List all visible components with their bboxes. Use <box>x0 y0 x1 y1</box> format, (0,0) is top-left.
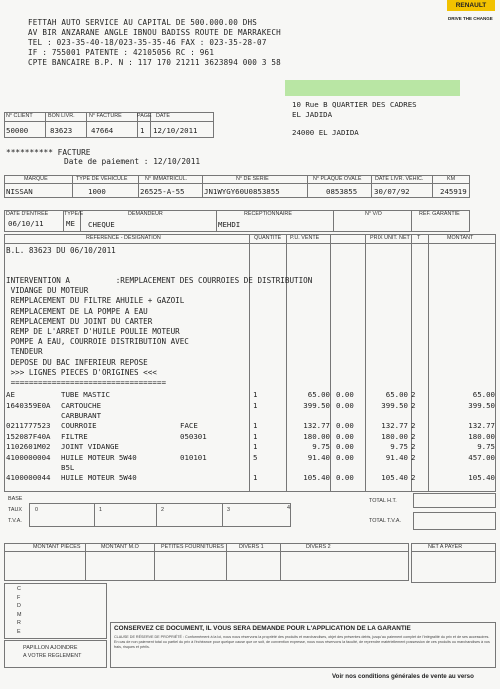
item-t: 2 <box>411 431 416 441</box>
item-t: 2 <box>411 442 416 452</box>
company-line: TEL : 023-35-40-18/023-35-35-46 FAX : 023-35-28-07 <box>28 38 267 47</box>
description-line: >>> LIGNES PIECES D'ORIGINES <<< <box>6 367 157 377</box>
item-ref: 1640359E0A <box>6 400 51 410</box>
vehicle-plaque: 0853855 <box>326 187 358 196</box>
description-line: REMPLACEMENT DU FILTRE AHUILE + GAZOIL <box>6 296 185 306</box>
item-net: 65.00 <box>385 390 408 400</box>
description-line: TENDEUR <box>6 347 43 357</box>
description-block <box>6 276 312 388</box>
item-ref: 1102601M02 <box>6 442 51 452</box>
company-line: IF : 755001 PATENTE : 42105056 RC : 961 <box>28 48 215 57</box>
item-ref: AE <box>6 390 15 400</box>
entry-type: ME <box>66 219 75 228</box>
item-net: 180.00 <box>381 431 408 441</box>
item-t: 2 <box>411 473 416 483</box>
label-taux: TAUX <box>8 507 22 513</box>
client-address-line1: 10 Rue B QUARTIER DES CADRES <box>292 100 417 109</box>
company-line: FETTAH AUTO SERVICE AU CAPITAL DE 500.000.00 DHS <box>28 18 258 27</box>
item-t: 2 <box>411 390 416 400</box>
entry-demandeur: CHEQUE <box>88 220 115 229</box>
payment-code: M <box>17 611 22 618</box>
col-quantite: QUANTITÉ <box>254 235 282 241</box>
col-t: T <box>417 235 421 241</box>
client-address-line2: EL JADIDA <box>292 110 333 119</box>
item-remise: 0.00 <box>336 400 354 410</box>
col-prix-net: PRIX UNIT. NET <box>370 235 410 241</box>
item-net: 91.40 <box>385 452 408 462</box>
item-net: 132.77 <box>381 421 408 431</box>
label-date: DATE <box>156 113 170 119</box>
item-designation: COURROIE <box>61 421 97 431</box>
description-line: REMP DE L'ARRET D'HUILE POULIE MOTEUR <box>6 327 180 337</box>
footer-conditions: Voir nos conditions générales de vente au verso <box>332 673 474 680</box>
item-montant: 105.40 <box>468 473 495 483</box>
payment-code: C <box>17 586 21 592</box>
label-facture-no: N° FACTURE <box>89 113 122 119</box>
page-no: 1 <box>140 126 145 135</box>
taux-col-2: 2 <box>161 507 164 513</box>
vehicle-marque: NISSAN <box>6 187 33 196</box>
item-qty: 5 <box>253 452 258 462</box>
payment-code: E <box>17 628 21 635</box>
col-montant: MONTANT <box>447 235 474 241</box>
item-qty: 1 <box>253 390 258 400</box>
papillon-line1: PAPILLON AJOINDRE <box>23 645 78 651</box>
description-line: REMPLACEMENT DE LA POMPE A EAU <box>6 306 148 316</box>
client-address-line3: 24000 EL JADIDA <box>292 128 359 137</box>
label-ref-garantie: RÉF. GARANTIE <box>419 211 460 217</box>
label-plaque: N° PLAQUE OVALE <box>313 176 362 182</box>
item-qty: 1 <box>253 473 258 483</box>
item-ref: 0211777523 <box>6 421 51 431</box>
item-t: 2 <box>411 421 416 431</box>
item-designation: JOINT VIDANGE <box>61 442 119 452</box>
description-line: REMPLACEMENT DU JOINT DU CARTER <box>6 316 153 326</box>
description-line: POMPE A EAU, COURROIE DISTRIBUTION AVEC <box>6 337 189 347</box>
item-net: 9.75 <box>390 442 408 452</box>
item-t: 2 <box>411 400 416 410</box>
label-bon-livr: BON LIVR. <box>48 113 75 119</box>
description-line: INTERVENTION A :REMPLACEMENT DES COURROIES DE DISTRIBUTION <box>6 276 313 285</box>
item-designation: FILTRE <box>61 431 88 441</box>
item-extra: 050301 <box>180 431 207 441</box>
papillon-line2: A VOTRE REGLEMENT <box>23 653 82 659</box>
bon-livr: 83623 <box>50 126 73 135</box>
label-serie: N° DE SERIE <box>236 176 269 182</box>
label-type-e: TYPE/E <box>64 211 84 217</box>
item-designation: CARBURANT <box>61 411 102 420</box>
vehicle-km: 245919 <box>440 187 467 196</box>
document-type: ********** FACTURE <box>6 148 91 157</box>
item-net: 399.50 <box>381 400 408 410</box>
label-total-tva: TOTAL T.V.A. <box>369 518 401 524</box>
entry-date: 06/10/11 <box>8 219 44 228</box>
item-pu: 105.40 <box>303 473 330 483</box>
item-pu: 399.50 <box>303 400 330 410</box>
label-receptionnaire: RÉCEPTIONNAIRE <box>244 211 292 217</box>
item-remise: 0.00 <box>336 421 354 431</box>
item-remise: 0.00 <box>336 442 354 452</box>
item-pu: 65.00 <box>307 390 330 400</box>
item-qty: 1 <box>253 442 258 452</box>
footer-title: CONSERVEZ CE DOCUMENT, IL VOUS SERA DEMANDE POUR L'APPLICATION DE LA GARANTIE <box>114 625 411 632</box>
item-remise: 0.00 <box>336 473 354 483</box>
company-line: CPTE BANCAIRE B.P. N : 117 170 21211 3623894 000 3 58 <box>28 58 281 67</box>
entry-receptionnaire: MEHDI <box>218 220 241 229</box>
description-line: ================================== <box>6 378 167 388</box>
client-no: 50000 <box>6 126 29 135</box>
col-pu-vente: P.U. VENTE <box>290 235 320 241</box>
vehicle-date-livr: 30/07/92 <box>374 187 410 196</box>
item-pu: 91.40 <box>307 452 330 462</box>
label-page: PAGE <box>137 113 152 119</box>
item-montant: 180.00 <box>468 431 495 441</box>
label-petites-fournitures: PETITES FOURNITURES <box>161 544 224 550</box>
footer-clause: CLAUSE DE RÉSERVE DE PROPRIÉTÉ : Conformément à la loi, nous nous réservons la propriété des produits et marchandises, objet des présentes debts, jusqu'au paiement complet de l'intégralité du prix et de ses accessoires. En cas de non paiement total ou partiel du prix à l'échéance pour quelque cause que ce soit, de convention expresse, nous nous réservons la faculté, de reprendre matériellement possession de ces produits ou marchandises à vos frais, risques et périls. <box>114 635 490 649</box>
brand-logo: RENAULT <box>447 0 495 11</box>
item-pu: 9.75 <box>312 442 330 452</box>
label-no-vo: N° V/O <box>365 211 382 217</box>
payment-code: F <box>17 594 21 601</box>
item-qty: 1 <box>253 400 258 410</box>
item-remise: 0.00 <box>336 431 354 441</box>
item-qty: 1 <box>253 421 258 431</box>
invoice-date: 12/10/2011 <box>153 126 198 135</box>
description-line: VIDANGE DU MOTEUR <box>6 286 89 296</box>
item-extra: 010101 <box>180 452 207 462</box>
label-demandeur: DEMANDEUR <box>128 211 163 217</box>
description-line: DEPOSE DU BAC INFERIEUR REPOSE <box>6 357 148 367</box>
item-ref: 4100000004 <box>6 452 51 462</box>
label-divers-1: DIVERS 1 <box>239 544 264 550</box>
taux-col-1: 1 <box>99 507 102 513</box>
company-header <box>28 18 281 68</box>
label-tva: T.V.A. <box>8 518 22 524</box>
label-client-no: N° CLIENT <box>6 113 33 119</box>
payment-code: D <box>17 603 21 609</box>
redaction-bar <box>285 80 460 96</box>
facture-no: 47664 <box>91 126 114 135</box>
label-date-entree: DATE D'ENTRÉE <box>6 211 49 217</box>
bl-reference: B.L. 83623 DU 06/10/2011 <box>6 246 116 255</box>
item-montant: 399.50 <box>468 400 495 410</box>
label-total-ht: TOTAL H.T. <box>369 498 397 504</box>
item-designation: HUILE MOTEUR 5W40 <box>61 452 137 462</box>
item-designation: TUBE MASTIC <box>61 390 110 400</box>
label-km: KM <box>447 176 456 182</box>
item-montant: 9.75 <box>477 442 495 452</box>
taux-col-4: 4 <box>287 505 290 511</box>
item-montant: 132.77 <box>468 421 495 431</box>
label-net-a-payer: NET A PAYER <box>428 544 463 550</box>
item-t: 2 <box>411 452 416 462</box>
item-ref: 4100000044 <box>6 473 51 483</box>
label-marque: MARQUE <box>24 176 48 182</box>
item-remise: 0.00 <box>336 452 354 462</box>
vehicle-type: 1000 <box>88 187 106 196</box>
brand-tagline: DRIVE THE CHANGE <box>448 16 493 21</box>
item-net: 105.40 <box>381 473 408 483</box>
payment-code: R <box>17 620 21 626</box>
item-designation: CARTOUCHE <box>61 400 102 410</box>
item-montant: 457.00 <box>468 452 495 462</box>
item-extra: FACE <box>180 421 198 431</box>
label-montant-pieces: MONTANT PIÈCES <box>33 544 81 550</box>
item-ref: 152087F40A <box>6 431 51 441</box>
item-qty: 1 <box>253 431 258 441</box>
item-remise: 0.00 <box>336 390 354 400</box>
item-designation: HUILE MOTEUR 5W40 <box>61 473 137 483</box>
label-base: BASE <box>8 496 23 502</box>
label-date-livr: DATE LIVR. VÉHIC. <box>375 176 424 182</box>
company-line: AV BIR ANZARANE ANGLE IBNOU BADISS ROUTE DE MARRAKECH <box>28 28 281 37</box>
item-pu: 132.77 <box>303 421 330 431</box>
col-reference: RÉFERENCE - DÉSIGNATION <box>86 235 161 241</box>
label-divers-2: DIVERS 2 <box>306 544 331 550</box>
payment-date: Date de paiement : 12/10/2011 <box>64 157 201 166</box>
label-vehicle-type: TYPE DE VEHICULE <box>76 176 128 182</box>
item-montant: 65.00 <box>472 390 495 400</box>
taux-col-3: 3 <box>227 507 230 513</box>
vehicle-serie: JN1WYGY60U0853855 <box>204 187 280 196</box>
taux-col-0: 0 <box>35 507 38 513</box>
label-montant-mo: MONTANT M.O <box>101 544 139 550</box>
item-pu: 180.00 <box>303 431 330 441</box>
vehicle-immatricul: 26525-A-55 <box>140 187 185 196</box>
item-designation: B5L <box>61 463 75 472</box>
label-immatricul: N° IMMATRICUL. <box>145 176 188 182</box>
